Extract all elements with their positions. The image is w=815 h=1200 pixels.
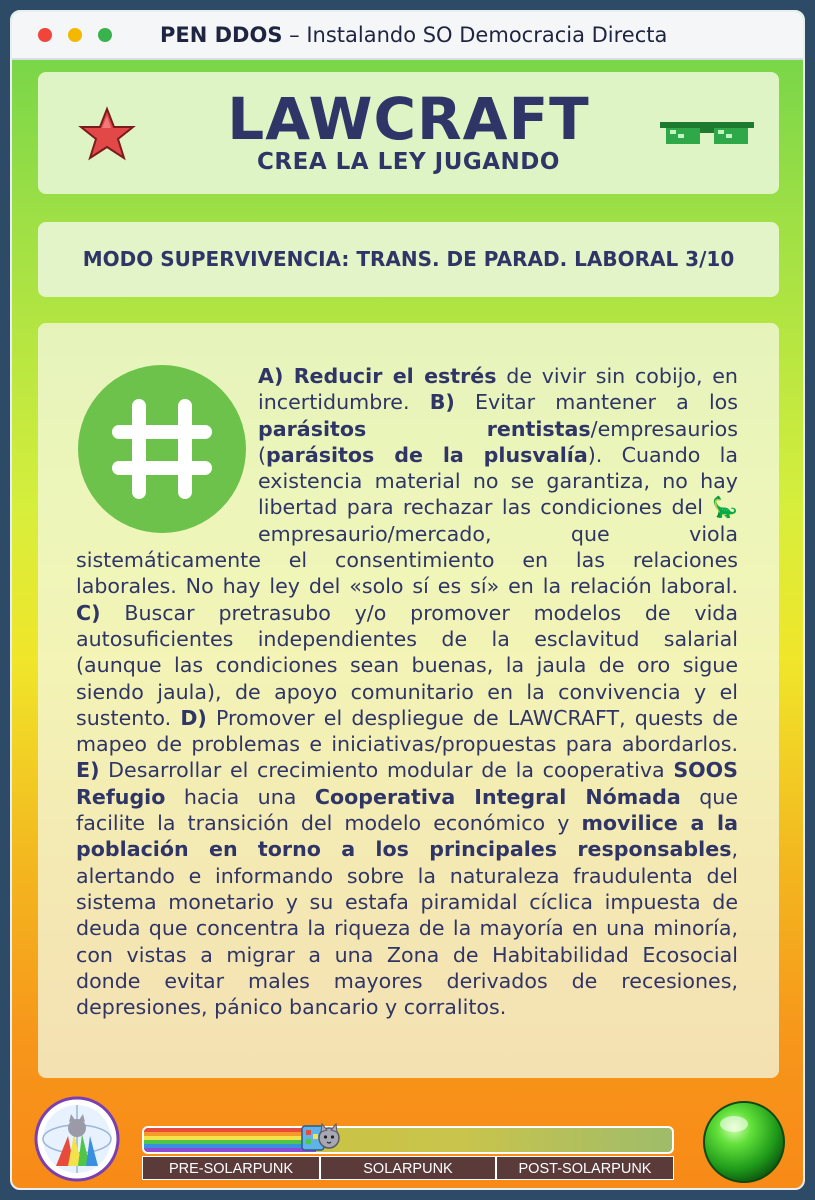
body-text-run: Evitar mantener a los: [454, 390, 738, 415]
progress-bar-fill: [144, 1128, 316, 1152]
body-panel: [38, 323, 779, 1078]
close-window-button[interactable]: [38, 28, 52, 42]
green-orb-icon[interactable]: [702, 1100, 786, 1184]
body-text-run: de vivir sin cobijo, en incertidumbre.: [258, 364, 738, 415]
progress-bar: [142, 1126, 674, 1154]
icon-float-spacer: [76, 363, 258, 545]
body-text-bold: parásitos de la plusvalía: [266, 442, 588, 467]
title-bar: [12, 12, 803, 60]
body-text-run: Promover el despliegue de LAWCRAFT, quests de mapeo de problemas e iniciativas/propuestas para abordarlos.: [76, 705, 739, 757]
header-panel: [38, 72, 779, 194]
window-title-rest: – Instalando SO Democracia Directa: [282, 23, 668, 47]
body-text-run: /empresaurios (: [258, 416, 738, 467]
body-text-bold: parásitos rentistas: [258, 416, 591, 441]
pixel-sunglasses-icon: [660, 118, 754, 148]
maximize-window-button[interactable]: [98, 28, 112, 42]
body-text-run: ). Cuando la existencia material no se garantiza, no hay libertad para rechazar las condiciones del 🦕empresaurio/mercado, que viola sistemáticamente el consentimiento en las relaciones laborales. No hay ley del «solo sí es sí» en la relación laboral.: [76, 442, 738, 599]
app-window: [10, 10, 805, 1190]
app-logo-title: LAWCRAFT: [227, 85, 590, 153]
body-text-bold: C): [76, 600, 101, 625]
game-mode-banner: [38, 222, 779, 297]
window-title-bold: PEN DDOS: [160, 23, 283, 47]
body-text-bold: D): [180, 705, 207, 730]
body-text: [76, 363, 738, 1020]
stage-label-pre-solarpunk: PRE-SOLARPUNK: [142, 1156, 320, 1180]
body-text-bold: movilice a la población en torno a los principales responsables: [76, 811, 739, 862]
globe-badge-icon[interactable]: [34, 1096, 120, 1182]
body-text-run: que facilite la transición del modelo económico y: [76, 784, 738, 836]
body-text-bold: B): [429, 390, 455, 415]
stage-label-post-solarpunk: POST-SOLARPUNK: [496, 1156, 674, 1180]
cat-icon[interactable]: [300, 1120, 340, 1156]
body-text-bold: A) Reducir el estrés: [258, 364, 497, 388]
body-text-run: , alertando e informando sobre la naturaleza fraudulenta del sistema monetario y su estafa piramidal cíclica impuesta de deuda que concentra la riqueza de la mayoría en una minoría, con vistas a migrar a una Zona de Habitabilidad Ecosocial donde evitar males mayores derivados de recesiones, depresiones, pánico bancario y corralitos.: [76, 837, 738, 1020]
minimize-window-button[interactable]: [68, 28, 82, 42]
body-text-run: Desarrollar el crecimiento modular de la cooperativa: [99, 758, 674, 783]
progress-stage-labels: [142, 1156, 674, 1180]
game-mode-text: MODO SUPERVIVENCIA: TRANS. DE PARAD. LABORAL 3/10: [82, 247, 735, 271]
body-text-run: hacia una: [165, 784, 315, 809]
stage-label-solarpunk: SOLARPUNK: [320, 1156, 496, 1180]
app-logo-subtitle: CREA LA LEY JUGANDO: [257, 149, 560, 175]
body-text-bold: SOOS Refugio: [76, 758, 738, 809]
progress-track: [142, 1126, 674, 1182]
window-title: [160, 23, 667, 47]
body-text-bold: Cooperativa Integral Nómada: [314, 784, 681, 809]
body-text-bold: E): [76, 758, 100, 783]
body-text-run: Buscar pretrasubo y/o promover modelos de vida autosuficientes independientes de la esclavitud salarial (aunque las condiciones sean buenas, la jaula de oro sigue siendo jaula), de apoyo comunitario en la convivencia y el sustento.: [76, 600, 738, 730]
